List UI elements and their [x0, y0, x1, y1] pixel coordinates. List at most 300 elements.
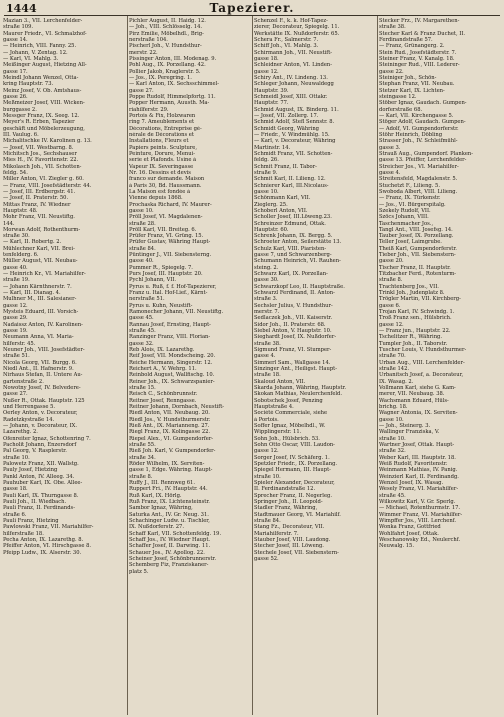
directory-entry: Spiegel Hermann, III. Haupt- — [254, 467, 331, 474]
directory-entry: — Karl, III. Dianag. 4. — [3, 290, 61, 297]
directory-entry: straße 84. — [129, 245, 156, 252]
directory-entry: Swoboda Albert, VIII. Lilieng. — [379, 188, 458, 195]
directory-entry: Ruß Franz, IX. Lichtensteinstr. — [129, 498, 210, 505]
directory-entry: gartenstraße 2. — [3, 378, 44, 385]
directory-entry: straße 19. — [3, 277, 30, 284]
directory-entry: kring Hauptstr. 73. — [3, 81, 54, 88]
directory-entry: — Karl, v. Decorateur, Währing — [254, 138, 336, 145]
directory-entry: straße 3. — [254, 296, 278, 303]
directory-entry: Société Commerciale, siehe — [254, 410, 328, 417]
directory-entry: Reitner Josef, Renngasse. — [129, 397, 197, 404]
directory-entry: Meyer's R. Erben, Tapezier — [3, 119, 75, 126]
directory-entry: serie et Plafonds. Usine à — [129, 157, 197, 164]
directory-entry: gasse 4. — [254, 353, 276, 360]
directory-entry: Riepel Alex., VI. Gumpendorfer- — [129, 435, 214, 442]
directory-entry: Ruppert Fri., IV. Hauptstr. 44. — [129, 486, 208, 493]
directory-entry: Hauptstr. 60. — [254, 226, 289, 233]
directory-entry: Popper Hermann, Auusth. Ma- — [129, 100, 210, 107]
directory-entry: Hauptstr. 77. — [254, 100, 289, 107]
directory-entry: Wesely Franz, VI. Mariahilfer- — [379, 486, 459, 493]
directory-entry: Wallinger Franziska, V. — [379, 429, 440, 436]
directory-entry: Röder Wilhelm, IX. Serviten- — [129, 460, 205, 467]
directory-entry: Streitensfeld, Magdalenstr. 5. — [379, 176, 458, 183]
directory-entry: gasse 10. — [379, 416, 404, 423]
directory-entry: nérale de Décorations et — [129, 131, 194, 138]
directory-entry: Hauptstr. 39. — [254, 87, 289, 94]
directory-entry: Morwan Adolf, Rothenthurm- — [3, 226, 81, 233]
directory-entry: Zieglerg. 25. — [254, 201, 288, 208]
directory-entry: gasse 10. — [129, 207, 154, 214]
directory-entry: Stechele Josef, VII. Siebenstern- — [254, 549, 339, 556]
directory-entry: Schemberg Fiz, Franziskaner- — [129, 562, 209, 569]
directory-entry: Pfeipp Ludw., IX. Alserstr. 30. — [3, 549, 82, 556]
directory-entry: Reb Alois, IX. Lazarethg. — [129, 347, 195, 354]
directory-entry: Tieber Joh., VII. Siebenstern- — [379, 252, 456, 259]
directory-entry: — Josef, VII. Zollerg. 17. — [254, 112, 319, 119]
directory-entry: Prüfer Gustav, Währing Haupt- — [129, 239, 211, 246]
directory-entry: Pohl Aug., IX. Porzellang. 42. — [129, 62, 206, 69]
directory-entry: Nowotny Josef, IV. Belvedere- — [3, 385, 81, 392]
page-number: 1444 — [6, 2, 37, 15]
directory-entry: Pirz Emilie, Möbelhdl., Brig- — [129, 30, 204, 37]
directory-entry: — Friedr., V. Windmühlg. 15. — [254, 131, 330, 138]
directory-entry: II. Ferdinandstraße 12. — [254, 486, 316, 493]
directory-entry: gasse 17. — [3, 68, 28, 75]
directory-entry: Saturka Ant., IV. Gr. Neug. 31. — [129, 511, 209, 518]
directory-entry: Pauli Franz, Hietzing — [3, 517, 59, 524]
directory-entry: Schleger Johann, Neuwaldegg — [254, 81, 334, 88]
directory-entry: Urban Aug., VIII. Lerchenfelder- — [379, 359, 465, 366]
directory-entry: feldg. 54. — [3, 169, 28, 176]
directory-entry: Ruß Karl, IX. Hörlg. — [129, 492, 182, 499]
directory-entry: Strasser Joh., IV. Schleifmühl- — [379, 138, 458, 145]
column-1 — [3, 18, 125, 715]
directory-entry: Schmit Franz, II. Tabor- — [254, 163, 317, 170]
directory-entry: 144. — [3, 220, 15, 227]
directory-entry: à Paris 30, Bd. Haussmann. — [129, 182, 202, 189]
directory-entry: — Karl Anton, IX. Sechsschimmel- — [129, 81, 219, 88]
directory-entry: Troß Franz sen., Hülsbrich. — [379, 315, 452, 322]
directory-entry: Reitner Johann, Dornbach, Neustift- — [129, 404, 225, 411]
directory-entry: IX. Nußdorferstr. 27. — [129, 524, 184, 531]
directory-entry: Nirhaus Stefan, II. Untere Au- — [3, 372, 83, 379]
directory-entry: Palowetz Franz, XII. Wallstg. — [3, 460, 79, 467]
column-3 — [254, 18, 376, 715]
directory-entry: Poppe Rudolf, Himmelpfortg. 11. — [129, 93, 216, 100]
directory-entry: Reif Josef, VII. Mondscheing. 20. — [129, 353, 216, 360]
directory-entry: Lazarethg. 2. — [3, 429, 38, 436]
directory-entry: Pauli Franz, II. Ferdinands- — [3, 505, 75, 512]
directory-entry: Skarda Johann, Währing, Hauptstr. — [254, 385, 347, 392]
directory-entry: Neuner Joh., VIII. Josefstädter- — [3, 347, 85, 354]
directory-entry: Schrenk Johann, IX. Bergg. 5. — [254, 233, 333, 240]
column-divider — [377, 16, 378, 715]
directory-entry: Schönmann Karl, VII. — [254, 195, 311, 202]
directory-entry: gasse 3. — [379, 144, 401, 151]
directory-entry: gasse 27. — [3, 391, 28, 398]
directory-entry: Spetzler Friedr., IX. Porzellang. — [254, 460, 338, 467]
directory-entry: gasse 6. — [379, 302, 401, 309]
directory-entry: Schiff Joh., VI. Mahlg. 3. — [254, 43, 319, 50]
directory-entry: Schoberl Anton, VII. — [254, 207, 308, 214]
directory-entry: Décorations, Entreprise gé- — [129, 125, 202, 132]
directory-entry: straße 142. — [379, 366, 410, 373]
directory-entry: Schaff Karl, VII. Schottenfeldg. 19. — [129, 530, 222, 537]
directory-entry: Taschenmacher Jos., — [379, 220, 434, 227]
directory-entry: Pissinger Anton, III. Modenag. 9. — [129, 55, 217, 62]
directory-entry: geschäft und Möbelerzeugung, — [3, 125, 85, 132]
directory-entry: Papiers peints. Sculpture, — [129, 144, 198, 151]
directory-entry: Wonka Franz, Gottfried — [379, 524, 441, 531]
directory-entry: Ofenreiter Ignaz, Schottenring 7. — [3, 435, 91, 442]
directory-entry: gasse 12. — [254, 448, 279, 455]
directory-entry: franco sur demande. Maison — [129, 176, 205, 183]
directory-entry: Nadaissz Anton, IV. Karolinen- — [3, 321, 83, 328]
directory-entry: Portois & Fix, Holzwaren — [129, 112, 196, 119]
directory-entry: — Franz, VIII. Josefstädterstr. 44. — [3, 182, 92, 189]
directory-entry: gasse 18. — [254, 55, 279, 62]
directory-entry: Strauß Aug., Gumpendorf. Planken- — [379, 150, 474, 157]
directory-entry: Pecha Anton, IX. Lazarethg. 8. — [3, 536, 84, 543]
directory-entry: — Franz, Grünangerg. 2. — [379, 43, 445, 50]
directory-entry: Pröll Josef, VI. Magdalenen- — [129, 214, 203, 221]
directory-entry: Szekely Rudolf, VII. — [379, 207, 431, 214]
directory-entry: La Maison est fondée à — [129, 188, 191, 195]
directory-entry: Mittas Franz, IV. Wiedner — [3, 201, 71, 208]
directory-entry: Stöger Adolf, Gaudach. Gumpen- — [379, 119, 466, 126]
directory-entry: Schmeidl Josef, XIII. Ottakr. — [254, 93, 328, 100]
directory-entry: straße 15. — [129, 385, 156, 392]
directory-entry: Schirmann Joh., VII. Neustift- — [254, 49, 333, 56]
directory-entry: Urbanitsch Josef, a. Decorateur, — [379, 372, 464, 379]
directory-entry: gasse 12. — [254, 68, 279, 75]
directory-entry: Schachinger Ludw. u. Tischler, — [129, 517, 210, 524]
directory-entry: gasse 13. Pfeiffer, Lerchenfelder- — [379, 157, 467, 164]
directory-entry: Radetzkystraße 14. — [3, 416, 55, 423]
directory-entry: Schenzel F., k. k. Hof-Tapez- — [254, 18, 328, 24]
directory-entry: Schiry Ant., IV. Lindeng. 13. — [254, 74, 328, 81]
directory-entry: Spieler Alexander, Decorateur, — [254, 479, 335, 486]
directory-entry: straße 18. — [254, 372, 281, 379]
directory-entry: Tischer Franz, II. Hauptstr. — [379, 264, 451, 271]
directory-entry: hilferstr. 45. — [3, 340, 36, 347]
directory-entry: Pollier Jakob, Kraglerstr. 5. — [129, 68, 201, 75]
directory-entry: Ruffy J., III. Rennweg 61. — [129, 479, 195, 486]
column-divider — [252, 16, 253, 715]
directory-entry: Mysteis Eduard, III. Vorsich- — [3, 309, 79, 316]
directory-entry: Sinzinger Ant., Heiligst. Haupt- — [254, 366, 337, 373]
directory-entry: Martinstr. 14. — [254, 144, 291, 151]
directory-entry: — Karl, VII. Kirchengasse 5. — [379, 112, 454, 119]
directory-entry: Wimpffer Jos., VIII. Lerchenf. — [379, 517, 457, 524]
directory-entry: straße 32. — [379, 448, 406, 455]
directory-entry: Sedlaczek Joh., VII. Kaiserstr. — [254, 315, 332, 322]
directory-entry: Mikolasch Joh., VII. Schotten- — [3, 163, 82, 170]
directory-entry: — Josef, VII. Westbarng. 8. — [3, 144, 74, 151]
directory-entry: nerstraße 51. — [129, 296, 165, 303]
directory-entry: straße 30. — [3, 233, 30, 240]
directory-entry: Schaffer Josef, II. Darwing. 11. — [129, 543, 211, 550]
page-title: Tapezierer. — [209, 1, 295, 15]
directory-entry: Purs Josef, III. Hauptstr. 20. — [129, 271, 203, 278]
directory-entry: Vienne depuis 1868. — [129, 195, 183, 202]
directory-entry: Nicola Georg, VII. Burgg. 6. — [3, 359, 77, 366]
directory-entry: straße 8. — [379, 277, 403, 284]
directory-entry: — Franz jun., Hauptstr. 22. — [379, 328, 451, 335]
directory-entry: gasse 10. — [254, 188, 279, 195]
directory-entry: straße 51. — [3, 353, 30, 360]
directory-entry: Stöber Ignaz, Gaudach. Gumpen- — [379, 100, 467, 107]
directory-entry: straße 28. — [129, 220, 156, 227]
directory-entry: Pankl Anton, IV. Alleeg. 34. — [3, 473, 75, 480]
directory-entry: Sigmund Franz, VI. Stumper- — [254, 347, 332, 354]
directory-entry: Wartner Josef, Ottak. Haupt- — [379, 441, 455, 448]
directory-entry: Tschelitzer R., Währing. — [379, 334, 443, 341]
directory-entry: IX. Wasag. 2. — [379, 378, 414, 385]
directory-entry: Wipplingerstr. 11. — [254, 429, 302, 436]
directory-entry: Prochaska Richard, IV. Maurer- — [129, 201, 212, 208]
directory-entry: Tuscher Louis, V. Hundsthurmer- — [379, 347, 467, 354]
directory-entry: straße 34. — [129, 454, 156, 461]
directory-entry: Rannau Josef, Ernsting, Haupt- — [129, 321, 211, 328]
directory-entry: gasse 32. — [129, 340, 154, 347]
directory-entry: Mariahilferstr. 7. — [254, 530, 299, 537]
directory-entry: Stauber Josef, VIII. Laudong. — [254, 536, 331, 543]
directory-entry: Sohn Joh., Hülsbrich. 53. — [254, 435, 320, 442]
column-2 — [129, 18, 251, 715]
directory-entry: Peinture, Dorure, Menui- — [129, 150, 196, 157]
directory-entry: Reinbold August, Wallfischg. 10. — [129, 372, 215, 379]
directory-entry: Wachsmann Eduard, Hüls- — [379, 397, 449, 404]
directory-entry: Weiß Rudolf, Favoritenstr. — [379, 460, 448, 467]
directory-entry: Nr. 16. Dessins et devis — [129, 169, 191, 176]
directory-entry: Steiniger Joh., Schön- — [379, 74, 437, 81]
directory-entry: Stecker Frz., IV. Margarethen- — [379, 18, 460, 24]
directory-entry: straße 10. — [3, 454, 30, 461]
directory-entry: Hauptstraße 4. — [254, 404, 294, 411]
directory-entry: — Joh., VIII. Schlösselg. 14. — [129, 24, 203, 31]
directory-entry: straße 55. — [129, 441, 156, 448]
directory-entry: straße 38. — [254, 340, 281, 347]
directory-entry: Meßmeizer Josef, VIII. Wicken- — [3, 100, 85, 107]
directory-entry: gasse 30. — [254, 277, 279, 284]
directory-entry: Stecher Josef, III. Löweng. — [254, 543, 324, 550]
directory-entry: Tauber Josef, IX. Porzellang. — [379, 233, 454, 240]
directory-entry: Mulhner M., III. Salesianer- — [3, 296, 77, 303]
directory-entry: Stadler Franz, Währing, — [254, 505, 318, 512]
directory-entry: Stetzer Karl, IX. Lichten- — [379, 87, 445, 94]
directory-entry: Schroeter Anton, Seilerstätte 13. — [254, 239, 342, 246]
directory-entry: Theiß Karl, Gumpendorferstr. — [379, 245, 457, 252]
directory-entry: Streicher Jos., VI. Mariahilfer- — [379, 163, 459, 170]
directory-entry: Meißinger August, Hietzing All- — [3, 62, 87, 69]
directory-entry: merstr. 7. — [254, 309, 280, 316]
directory-entry: — Heinrich Kr., VI. Mariahilfer- — [3, 271, 86, 278]
directory-entry: gasse 18. — [3, 486, 28, 493]
directory-entry: Schmidt Georg, Währing — [254, 125, 319, 132]
directory-entry: Schmid August, IX. Binderg. 11. — [254, 106, 339, 113]
directory-entry: Franz u. Ital. Hof-Lief., Kärnt- — [129, 290, 208, 297]
directory-entry: Stephan Franz, VII. Neubau. — [379, 81, 455, 88]
directory-entry: Wilkowitz Karl, V. Gr. Sperlg. — [379, 498, 456, 505]
directory-entry: Reiche Hermann, Singerstr. 12. — [129, 359, 213, 366]
directory-entry: gasse 1, Edge. Währing. Haupt- — [129, 467, 213, 474]
directory-entry: Wohlfahrt Josef, Ottak. — [379, 530, 439, 537]
directory-entry: — Josef, III. Erdbergstr. 41. — [3, 188, 76, 195]
directory-entry: straße 10. — [254, 473, 281, 480]
directory-entry: Pacholit Johann, Enzersdorf — [3, 441, 77, 448]
directory-entry: Wimmer Franz, VI. Mariahilfer- — [379, 511, 463, 518]
directory-entry: Springer Joh., II. Leopold- — [254, 498, 323, 505]
directory-entry: — Josef, II. Praterstr. 50. — [3, 195, 69, 202]
directory-entry: Mazian 3., VII. Lerchenfelder- — [3, 18, 83, 24]
directory-entry: Michalitschke IV. Karolinen g. 13. — [3, 138, 92, 145]
directory-entry: feldg. 26. — [254, 157, 279, 164]
directory-entry: Sobotschek Josef, Penzing — [254, 397, 323, 404]
directory-entry: riahilferstr. 29. — [129, 106, 169, 113]
directory-entry: Pawlowski Franz, VII. Mariahilfer- — [3, 524, 94, 531]
directory-entry: Steiner Franz, V. Kanalg. 18. — [379, 55, 455, 62]
directory-entry: Messger Franz, IX. Seeg. 12. — [3, 112, 80, 119]
directory-entry: Trögler Martin, VII. Kirchberg- — [379, 296, 461, 303]
directory-entry: gasse 27. — [129, 87, 154, 94]
directory-entry: Steininger Rud., VIII. Lederer- — [379, 62, 460, 69]
directory-entry: Pal Georg, V. Rasplerstr. — [3, 448, 67, 455]
directory-entry: Stöhr Heinrich, Döbling — [379, 131, 443, 138]
directory-entry: gasse 40. — [129, 258, 154, 265]
directory-entry: Ferdinandstraße 57. — [379, 36, 433, 43]
directory-entry: Schwarzkopf Leo, II. Hauptstraße. — [254, 283, 345, 290]
directory-entry: Pauli Joh., II. Wiedbach. — [3, 498, 67, 505]
directory-entry: Stecher Karl & Franz Duchet, II. — [379, 30, 466, 37]
directory-entry: gasse 26. — [3, 93, 28, 100]
directory-entry: Reichert A., V. Wehrg. 11. — [129, 366, 197, 373]
directory-entry: Schulz Karl, VIII. Piaristen- — [254, 245, 327, 252]
directory-entry: Reiner Joh., IX. Schwarzspanier- — [129, 378, 215, 385]
directory-entry: straße 45. — [379, 492, 406, 499]
directory-entry: — Karl, VI. Mahlg. 3. — [3, 55, 59, 62]
directory-entry: Simmerl Sam., Wallgasse 14. — [254, 359, 331, 366]
directory-entry: à Portois. — [254, 416, 279, 423]
directory-entry: gasse 7, und Schwarzenberg- — [254, 252, 332, 259]
column-4 — [379, 18, 501, 715]
directory-entry: Riegl Franz, IX. Kolingasse 22. — [129, 429, 211, 436]
directory-entry: Tangl Ant., VIII. Josefsg. 14. — [379, 226, 453, 233]
directory-entry: Pröll Karl, VII. Breiteg. 6. — [129, 226, 197, 233]
directory-entry: — Michael, Rotenthurmstr. 17. — [379, 505, 461, 512]
directory-entry: Scheiner Josef, Schönbrunnerstr. — [129, 555, 216, 562]
directory-entry: Schmid Adolf, Stefl Sennstr. 8. — [254, 119, 335, 126]
directory-entry: — Jos., VI. Bürgerspitalg. — [379, 201, 446, 208]
directory-entry: gasse 29. — [3, 315, 28, 322]
directory-entry: Niedl Ant., II. Hafnerstr. 9. — [3, 366, 74, 373]
directory-entry: gasse 20. — [379, 258, 404, 265]
directory-entry: — Karl, II. Robertg. 2. — [3, 239, 62, 246]
directory-entry: straße 45. — [129, 328, 156, 335]
directory-entry: — Johann, v. Decorateur, IX. — [3, 423, 77, 429]
directory-entry: Michitsch Jos., Sechshauser — [3, 150, 77, 157]
directory-entry: Reisch C., Schönbrunnstr. — [129, 391, 198, 398]
directory-entry: Pyrus u. Ruß, f. f. Hof-Tapezierer, — [129, 283, 217, 290]
directory-entry: Installations, Fleurs et — [129, 138, 189, 145]
directory-entry: Pfeiffer Anton, VI. Hirschgasse 8. — [3, 543, 92, 550]
directory-entry: Schauer Jos., IV. Apollog. 22. — [129, 549, 205, 556]
directory-entry: III. Vaulug. 6. — [3, 131, 39, 138]
directory-entry: — Johann, V. Zentag. 12. — [3, 49, 68, 56]
directory-entry: Miller Anton, VI. Ziegler g. 60. — [3, 176, 84, 183]
directory-entry: Sohn Otto Oscar, VIII. Laudon- — [254, 441, 335, 448]
directory-entry: Schmit Karl, II. Lilieng. 12. — [254, 176, 326, 183]
directory-entry: Scholler Josef, III.Löweng.23. — [254, 214, 332, 221]
directory-entry: merstr. 22. — [129, 49, 158, 56]
directory-entry: Szöcs Johann, VIII. — [379, 214, 429, 221]
directory-entry: Pauhuber Karl, IX. Obe. Allee- — [3, 479, 83, 486]
directory-entry: Rieß Ant., IX. Marianneng. 27. — [129, 423, 210, 429]
directory-entry: zierer, Decorateur, Spiegelg. 11. — [254, 24, 340, 31]
directory-entry: Weber Karl, III. Hauptstr. 18. — [379, 454, 456, 461]
directory-entry: Skaloud Anton, VII. — [254, 378, 306, 385]
directory-entry: Sprecher Franz, II. Negerleg. — [254, 492, 332, 499]
directory-entry: Werkstätte IX. Nußdorferstr. 65. — [254, 30, 340, 37]
directory-entry: Riedl Jos., V. Hundsthurmerstr. — [129, 416, 211, 423]
directory-entry: — Johann Kärnthnerstr. 7. — [3, 283, 72, 290]
directory-entry: Sechsler Julius, V. Hundsthur- — [254, 302, 333, 309]
directory-entry: Riedl Anton, VII. Neubaug. 20. — [129, 410, 210, 417]
directory-entry: gasse 19. — [3, 328, 28, 335]
directory-entry: Weinzierl Karl, II. Ferdinandg. — [379, 473, 459, 480]
directory-entry: gasse 12. — [3, 302, 28, 309]
directory-entry: Schmidt Franz, VII. Schotten- — [254, 150, 333, 157]
directory-entry: gasse 12. — [379, 321, 404, 328]
directory-entry: — Adolf, VI. Gumpendorferstr. — [379, 125, 459, 132]
directory-entry: straße 38. — [379, 24, 406, 31]
directory-entry: Stein Rud., Josefstädterstr. 7. — [379, 49, 457, 56]
directory-entry: Nußer R., Ottak. Hauptstr. 125 — [3, 397, 85, 404]
directory-entry: Prüfer Franz, VI. Grüng. 15. — [129, 233, 204, 240]
directory-entry: gasse 52. — [254, 555, 279, 562]
directory-entry: Hauptstr. 48. — [3, 207, 38, 214]
directory-entry: Schaff Jos., IV. Wiedner Haupt. — [129, 536, 211, 543]
column-divider — [127, 16, 128, 715]
directory-entry: Pichler August, II. Haidg. 12. — [129, 18, 206, 24]
directory-entry: Weschanowsky Ed., Neulerchf. — [379, 536, 461, 543]
directory-entry: Trinkl Joh., Judenplatz 8. — [379, 290, 445, 297]
directory-entry: Teller Josef, Laimgrube. — [379, 239, 442, 246]
directory-entry: straße 6. — [3, 511, 27, 518]
directory-entry: gasse 22. — [379, 68, 404, 75]
directory-entry: straße 84. — [254, 517, 281, 524]
directory-entry: Püntinger J., VII. Siebensterng. — [129, 252, 212, 259]
directory-entry: Ranzinger Franz, VIII. Florian- — [129, 334, 211, 341]
directory-entry: Trachtenberg Jos., VII. — [379, 283, 439, 290]
directory-entry: steing. 2. — [254, 264, 279, 271]
directory-entry: straße 109. — [3, 24, 34, 31]
directory-entry: Pychl Johann, VII. — [129, 277, 177, 284]
directory-entry: Oerley Anton, v. Decorateur, — [3, 410, 78, 417]
directory-entry: Titzbacher Ferd., Rotenturm- — [379, 271, 457, 278]
directory-entry: Stuchetzt F., Lilieng. 5. — [379, 182, 440, 189]
directory-entry: platz 5. — [129, 568, 149, 575]
directory-entry: Neuwalg. 15. — [379, 543, 415, 550]
directory-entry: Meindl Johann Wenzel, Otta- — [3, 74, 79, 81]
directory-entry: Weinmann Mathias, IV. Panig. — [379, 467, 458, 474]
directory-entry: ring 7. Ameublements et — [129, 119, 195, 126]
directory-entry: Mies H., IV. Favoritenstr. 22. — [3, 157, 79, 164]
directory-entry: Sidor Joh., II. Praterstr. 68. — [254, 321, 326, 328]
directory-entry: Maurer Friedr., VI. Schmalzhof- — [3, 30, 87, 37]
directory-entry: Mohr Franz, VII. Neustiftg. — [3, 214, 75, 221]
directory-entry: burggasse 2. — [3, 106, 37, 113]
